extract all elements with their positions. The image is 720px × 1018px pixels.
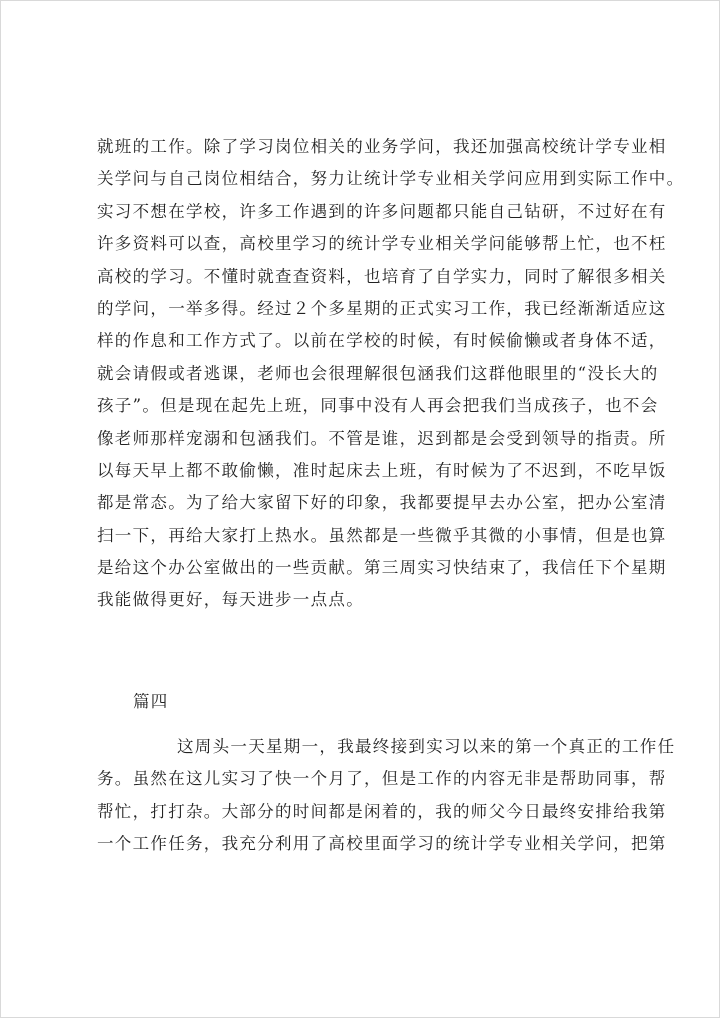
text-line: 关学问与自己岗位相结合，努力让统计学专业相关学问应用到实际工作中。 [97,169,685,189]
text-line: 扫一下，再给大家打上热水。虽然都是一些微乎其微的小事情，但是也算 [97,525,667,545]
text-line: 的学问，一举多得。经过２个多星期的正式实习工作，我已经渐渐适应这 [97,298,667,318]
text-line: 就会请假或者逃课，老师也会很理解很包涵我们这群他眼里的“没长大的 [97,363,659,383]
text-line: 样的作息和工作方式了。以前在学校的时候，有时候偷懒或者身体不适， [97,331,667,351]
text-line: 就班的工作。除了学习岗位相关的业务学问，我还加强高校统计学专业相 [97,137,667,156]
body-paragraph [97,131,685,617]
text-line: 这周头一天星期一，我最终接到实习以来的第一个真正的工作任 [177,737,676,756]
text-line: 孩子”。但是现在起先上班，同事中没有人再会把我们当成孩子，也不会 [97,396,659,416]
text-line: 是给这个办公室做出的一些贡献。第三周实习快结束了，我信任下个星期 [97,558,667,578]
text-line: 务。虽然在这儿实习了快一个月了，但是工作的内容无非是帮助同事，帮 [97,769,667,789]
text-line: 像老师那样宠溺和包涵我们。不管是谁，迟到都是会受到领导的指责。所 [97,428,667,448]
text-line: 我能做得更好，每天进步一点点。 [97,590,364,610]
text-line: 一个工作任务，我充分利用了高校里面学习的统计学专业相关学问，把第 [97,834,667,854]
text-line: 许多资料可以查，高校里学习的统计学专业相关学问能够帮上忙，也不枉 [97,234,667,254]
text-line: 高校的学习。不懂时就查查资料，也培育了自学实力，同时了解很多相关 [97,266,667,286]
text-line: 帮忙，打打杂。大部分的时间都是闲着的，我的师父今日最终安排给我第 [97,801,667,821]
section-paragraph [97,731,676,861]
section-heading: 篇四 [133,692,169,711]
text-line: 以每天早上都不敢偷懒，准时起床去上班，有时候为了不迟到，不吃早饭 [97,460,667,480]
text-line: 实习不想在学校，许多工作遇到的许多问题都只能自己钻研，不过好在有 [97,201,667,221]
text-line: 都是常态。为了给大家留下好的印象，我都要提早去办公室，把办公室清 [97,493,667,513]
